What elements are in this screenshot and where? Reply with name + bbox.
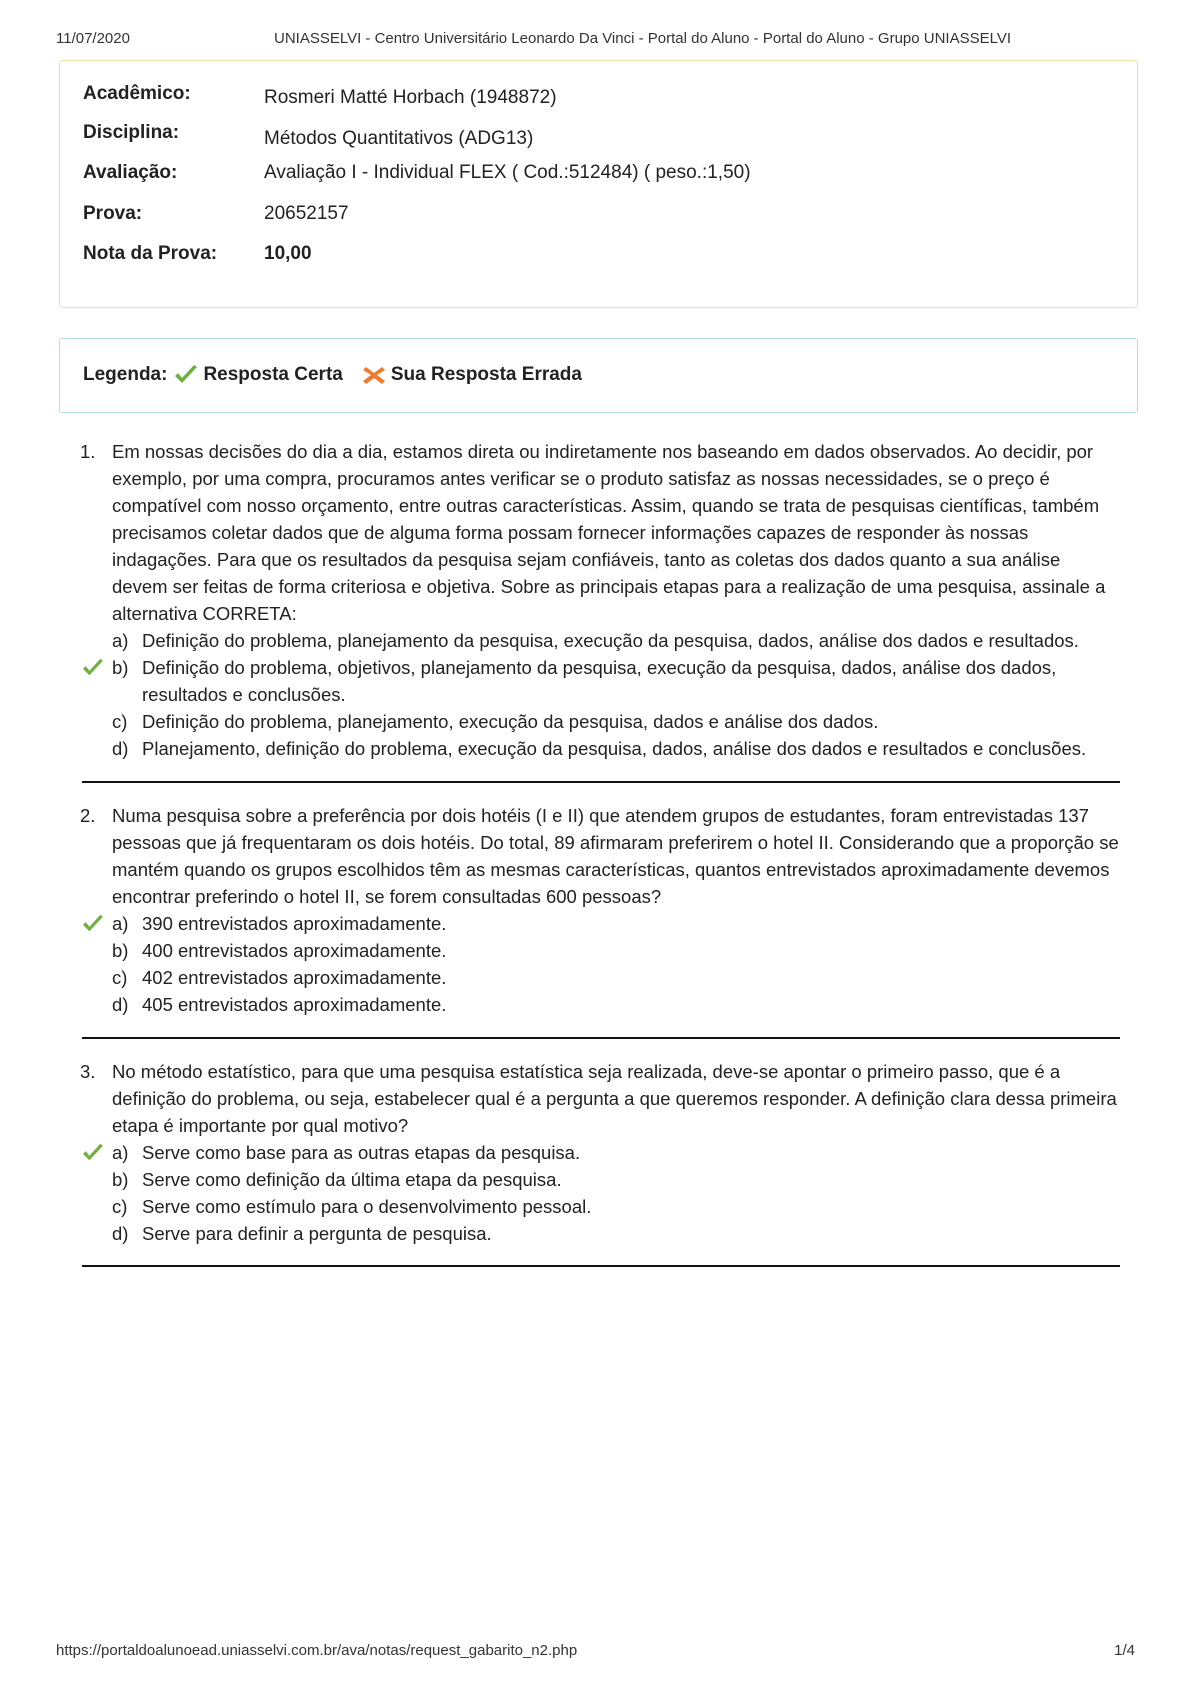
option-d [80, 1220, 1120, 1247]
page-number: 1/4 [1114, 1642, 1135, 1659]
option-text: Serve como estímulo para o desenvolvimento pessoal. [142, 1196, 592, 1217]
avaliacao-value: Avaliação I - Individual FLEX ( Cod.:512484) ( peso.:1,50) [264, 162, 751, 183]
disciplina-label: Disciplina: [83, 122, 180, 143]
option-letter: b) [112, 940, 129, 961]
option-letter: b) [112, 1169, 129, 1190]
option-a [80, 627, 1120, 654]
option-text: 400 entrevistados aproximadamente. [142, 940, 447, 961]
print-header [56, 30, 1135, 50]
question-divider [82, 1037, 1120, 1039]
option-text: Definição do problema, planejamento da pesquisa, execução da pesquisa, dados, análise dos dados e resultados. [142, 630, 1079, 651]
option-text: Serve como definição da última etapa da pesquisa. [142, 1169, 562, 1190]
page-url: https://portaldoalunoead.uniasselvi.com.br/ava/notas/request_gabarito_n2.php [56, 1642, 578, 1659]
question-statement: Numa pesquisa sobre a preferência por dois hotéis (I e II) que atendem grupos de estudantes, foram entrevistadas 137 pessoas que já frequentaram os dois hotéis. Do total, 89 afirmaram preferirem o hotel II. Considerando que a proporção se mantém quando os grupos escolhidos têm as mesmas características, quantos entrevistados aproximadamente devemos encontrar preferindo o hotel II, se forem consultadas 600 pessoas? [112, 805, 1119, 907]
question-statement: No método estatístico, para que uma pesquisa estatística seja realizada, deve-se apontar o primeiro passo, que é a definição do problema, ou seja, estabelecer qual é a pergunta a que queremos responder. A definição clara dessa primeira etapa é importante por qual motivo? [112, 1061, 1117, 1136]
question-1 [80, 438, 1120, 762]
legend-wrong: Sua Resposta Errada [390, 364, 582, 385]
option-letter: a) [112, 913, 129, 934]
option-c [80, 1193, 1120, 1220]
option-c [80, 708, 1120, 735]
option-d [80, 991, 1120, 1018]
question-number: 3. [80, 1061, 96, 1082]
correct-check-icon [80, 914, 106, 934]
question-statement: Em nossas decisões do dia a dia, estamos direta ou indiretamente nos baseando em dados observados. Ao decidir, por exemplo, por uma compra, procuramos antes verificar se o produto satisfaz as nossas necessidades, se o preço é compatível com nosso orçamento, entre outras características. Assim, quando se trata de pesquisas científicas, também precisamos coletar dados que de alguma forma possam fornecer informações capazes de responder às nossas indagações. Para que os resultados da pesquisa sejam confiáveis, tanto as coletas dos dados quanto a sua análise devem ser feitas de forma criteriosa e objetiva. Sobre as principais etapas para a realização de uma pesquisa, assinale a alternativa CORRETA: [112, 441, 1106, 624]
academico-label: Acadêmico: [83, 83, 191, 104]
student-info-panel [59, 60, 1138, 308]
option-text: 405 entrevistados aproximadamente. [142, 994, 447, 1015]
option-text: Serve para definir a pergunta de pesquisa. [142, 1223, 492, 1244]
question-text [80, 802, 1120, 910]
option-d [80, 735, 1120, 762]
legend-label: Legenda: [83, 364, 168, 385]
question-2 [80, 802, 1120, 1018]
question-3 [80, 1058, 1120, 1247]
cross-icon [361, 364, 387, 386]
question-text [80, 438, 1120, 627]
option-text: 402 entrevistados aproximadamente. [142, 967, 447, 988]
option-letter: c) [112, 1196, 128, 1217]
nota-value: 10,00 [264, 243, 312, 264]
check-icon [173, 364, 199, 386]
prova-value: 20652157 [264, 203, 349, 224]
legend [83, 364, 582, 386]
option-text: 390 entrevistados aproximadamente. [142, 913, 447, 934]
options-list [80, 627, 1120, 762]
question-divider [82, 1265, 1120, 1267]
option-text: Definição do problema, planejamento, execução da pesquisa, dados e análise dos dados. [142, 711, 879, 732]
options-list [80, 910, 1120, 1018]
option-letter: d) [112, 1223, 129, 1244]
option-text: Planejamento, definição do problema, execução da pesquisa, dados, análise dos dados e resultados e conclusões. [142, 738, 1087, 759]
option-letter: b) [112, 657, 129, 678]
legend-correct: Resposta Certa [203, 364, 343, 385]
legend-panel [59, 338, 1138, 413]
question-divider [82, 781, 1120, 783]
page-title: UNIASSELVI - Centro Universitário Leonardo Da Vinci - Portal do Aluno - Portal do Aluno - Grupo UNIASSELVI [274, 30, 1012, 47]
option-letter: d) [112, 994, 129, 1015]
option-letter: d) [112, 738, 129, 759]
nota-label: Nota da Prova: [83, 243, 218, 264]
avaliacao-label: Avaliação: [83, 162, 178, 183]
option-text: Definição do problema, objetivos, planejamento da pesquisa, execução da pesquisa, dados, análise dos dados, resultados e conclusões. [142, 657, 1057, 705]
option-c [80, 964, 1120, 991]
question-text [80, 1058, 1120, 1139]
question-number: 1. [80, 441, 96, 462]
option-text: Serve como base para as outras etapas da pesquisa. [142, 1142, 581, 1163]
option-b [80, 654, 1120, 708]
options-list [80, 1139, 1120, 1247]
academico-value: Rosmeri Matté Horbach (1948872) [264, 87, 557, 108]
correct-check-icon [80, 1143, 106, 1163]
option-letter: a) [112, 630, 129, 651]
disciplina-value: Métodos Quantitativos (ADG13) [264, 128, 534, 149]
option-b [80, 937, 1120, 964]
questions-list [80, 438, 1120, 1267]
option-b [80, 1166, 1120, 1193]
option-letter: a) [112, 1142, 129, 1163]
option-a [80, 1139, 1120, 1166]
question-number: 2. [80, 805, 96, 826]
prova-label: Prova: [83, 203, 143, 224]
correct-check-icon [80, 658, 106, 678]
print-date: 11/07/2020 [56, 30, 130, 47]
option-a [80, 910, 1120, 937]
option-letter: c) [112, 967, 128, 988]
option-letter: c) [112, 711, 128, 732]
